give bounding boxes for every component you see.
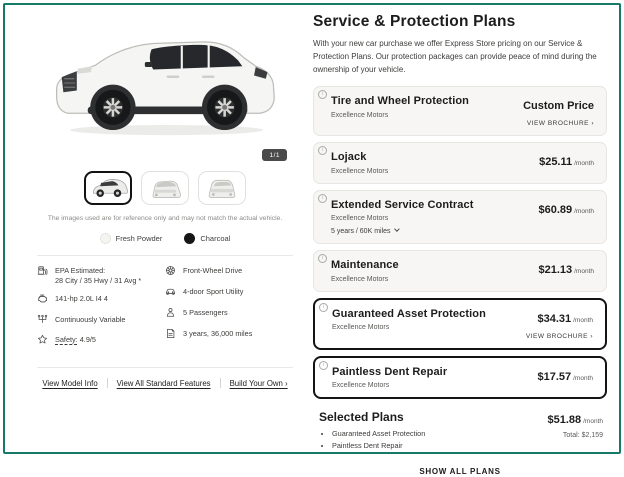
link-build-your-own[interactable]: Build Your Own › [229,378,288,388]
plan-card[interactable] [313,190,607,244]
plan-name: Extended Service Contract [331,198,474,211]
spec-item [37,335,165,348]
plan-provider: Excellence Motors [332,382,390,390]
spec-text: Safety: 4.9/5 [55,335,96,345]
selected-plans-summary [313,410,607,453]
car-side-illustration [39,17,291,149]
thumbnail-strip [37,171,293,205]
spec-text: Front-Wheel Drive [183,266,243,275]
color-option-fresh-powder[interactable] [100,233,163,244]
spec-item [37,266,165,286]
plan-price: $34.31 /month [537,312,593,325]
info-icon[interactable] [319,303,328,312]
spec-text: 141-hp 2.0L I4 4 [55,293,108,303]
vehicle-links [37,378,293,388]
summary-item: • Paintless Dent Repair [332,441,425,450]
plan-card[interactable] [313,356,607,400]
info-icon[interactable] [318,90,327,99]
engine-icon [37,293,48,307]
spec-item [165,308,293,321]
plan-name: Guaranteed Asset Protection [332,307,486,320]
plan-provider: Excellence Motors [332,324,390,332]
specs-left-column [37,266,165,356]
page-title: Service & Protection Plans [313,13,516,30]
info-icon[interactable] [318,146,327,155]
car-image [37,17,293,163]
color-label: Charcoal [200,234,231,243]
plan-card[interactable] [313,250,607,292]
link-view-model-info[interactable]: View Model Info [42,378,98,388]
thumbnail-rear-car-icon [203,175,241,201]
plan-name: Tire and Wheel Protection [331,95,469,108]
divider [37,255,293,256]
thumbnail-side-view[interactable] [84,171,132,205]
plan-card[interactable] [313,142,607,184]
plan-provider: Excellence Motors [331,215,389,223]
plan-name: Lojack [331,151,367,164]
chevron-down-icon [394,227,399,232]
info-icon[interactable] [319,361,328,370]
plan-price: $21.13 /month [538,264,594,277]
color-option-charcoal[interactable] [184,233,230,244]
divider [220,378,221,388]
page-frame [3,3,621,477]
summary-item: • Guaranteed Asset Protection [332,429,425,438]
info-icon[interactable] [318,194,327,203]
spec-item [165,329,293,342]
image-counter-badge: 1/1 [262,149,287,161]
fuel-pump-icon [37,265,48,286]
summary-total: Total: $2,159 [562,432,603,440]
passengers-icon [165,307,176,321]
plan-card[interactable] [313,298,607,350]
info-icon[interactable] [318,254,327,263]
panel-description: With your new car purchase we offer Express Store pricing on our Service & Protection Plans. Our protection packages can provide peace of mind during the ownership of your vehicle. [313,39,597,74]
spec-text: 3 years, 36,000 miles [183,328,253,338]
safety-icon [37,334,48,348]
color-swatch [100,233,111,244]
link-view-all-standard-features[interactable]: View All Standard Features [116,378,211,388]
divider [37,367,293,368]
view-brochure-link[interactable]: VIEW BROCHURE › [526,120,594,128]
safety-rating-link[interactable]: Safety: [55,335,78,345]
show-all-plans-button[interactable]: SHOW ALL PLANS [413,466,506,477]
suv-body-icon [165,286,176,300]
summary-items [319,429,425,450]
spec-item [37,315,165,328]
plan-provider: Excellence Motors [331,275,389,283]
thumbnail-front-car-icon [146,175,184,201]
plan-term-dropdown[interactable]: 5 years / 60K miles [331,227,474,235]
plans-list [313,86,607,399]
thumbnail-rear-view[interactable] [198,171,246,205]
plan-price: $60.89 /month [538,203,594,216]
plans-panel [305,5,619,477]
spec-text: EPA Estimated: 28 City / 35 Hwy / 31 Avg * [55,266,142,285]
summary-title: Selected Plans [319,410,404,425]
plan-price: $17.57 /month [537,370,593,383]
thumbnail-side-car-icon [89,175,127,201]
spec-text: 5 Passengers [183,307,228,317]
spec-item [165,287,293,300]
drivetrain-icon [165,265,176,279]
divider [107,378,108,388]
plan-price: $25.11 /month [539,156,594,169]
plan-card[interactable] [313,86,607,136]
image-disclaimer: The images used are for reference only and may not match the actual vehicle. [47,215,283,222]
spec-item [37,294,165,307]
plan-provider: Excellence Motors [331,167,389,175]
spec-item [165,266,293,279]
spec-text: Continuously Variable [55,314,126,324]
vehicle-specs [37,266,293,356]
vehicle-panel [5,5,305,452]
warranty-icon [165,328,176,342]
plan-provider: Excellence Motors [331,111,389,119]
specs-right-column [165,266,293,356]
color-label: Fresh Powder [115,234,163,243]
plan-price: Custom Price [523,100,594,113]
view-brochure-link[interactable]: VIEW BROCHURE › [525,332,593,340]
color-swatch [184,233,195,244]
transmission-icon [37,314,48,328]
summary-price: $51.88 /month [547,414,603,427]
plan-name: Maintenance [331,259,399,272]
spec-text: 4-door Sport Utility [183,286,244,296]
thumbnail-front-view[interactable] [141,171,189,205]
color-options [37,233,293,244]
plan-name: Paintless Dent Repair [332,365,448,378]
